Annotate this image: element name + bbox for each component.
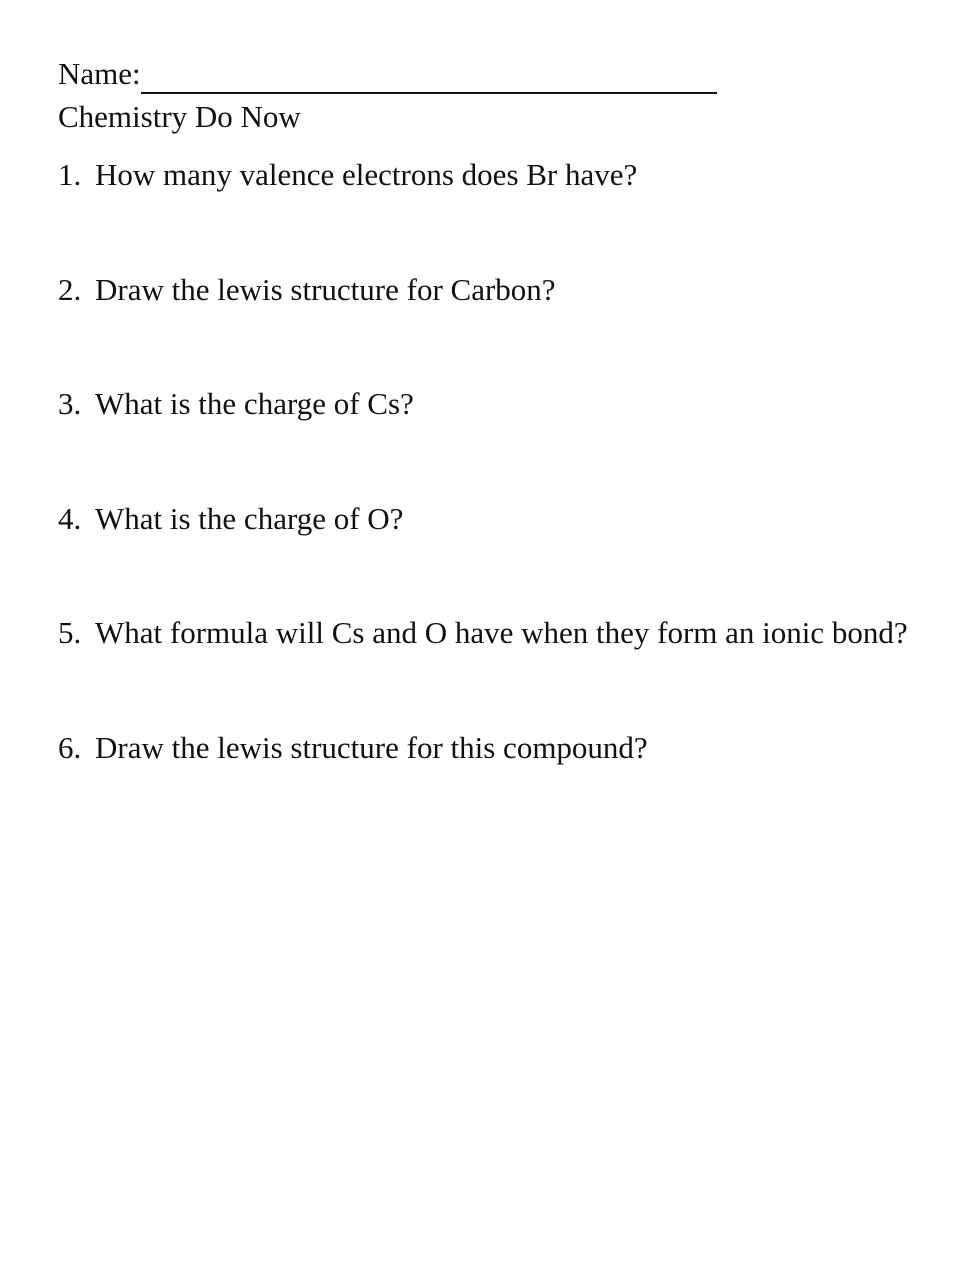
question-item [58,613,908,653]
question-text: What formula will Cs and O have when they form an ionic bond? [95,615,908,650]
question-text: How many valence electrons does Br have? [95,157,638,192]
question-text: Draw the lewis structure for this compound? [95,730,648,765]
question-item [58,728,648,768]
worksheet-title: Chemistry Do Now [58,99,301,134]
question-number: 2. [58,272,82,307]
question-number: 4. [58,501,82,536]
question-number: 1. [58,157,82,192]
question-item [58,384,414,424]
name-line [58,54,717,94]
question-number: 5. [58,615,82,650]
name-label: Name: [58,56,141,91]
name-blank-line[interactable] [141,62,717,94]
question-number: 3. [58,386,82,421]
question-text: What is the charge of O? [95,501,404,536]
question-text: What is the charge of Cs? [95,386,414,421]
question-number: 6. [58,730,82,765]
question-item [58,155,637,195]
question-item [58,499,403,539]
question-item [58,270,556,310]
question-text: Draw the lewis structure for Carbon? [95,272,556,307]
